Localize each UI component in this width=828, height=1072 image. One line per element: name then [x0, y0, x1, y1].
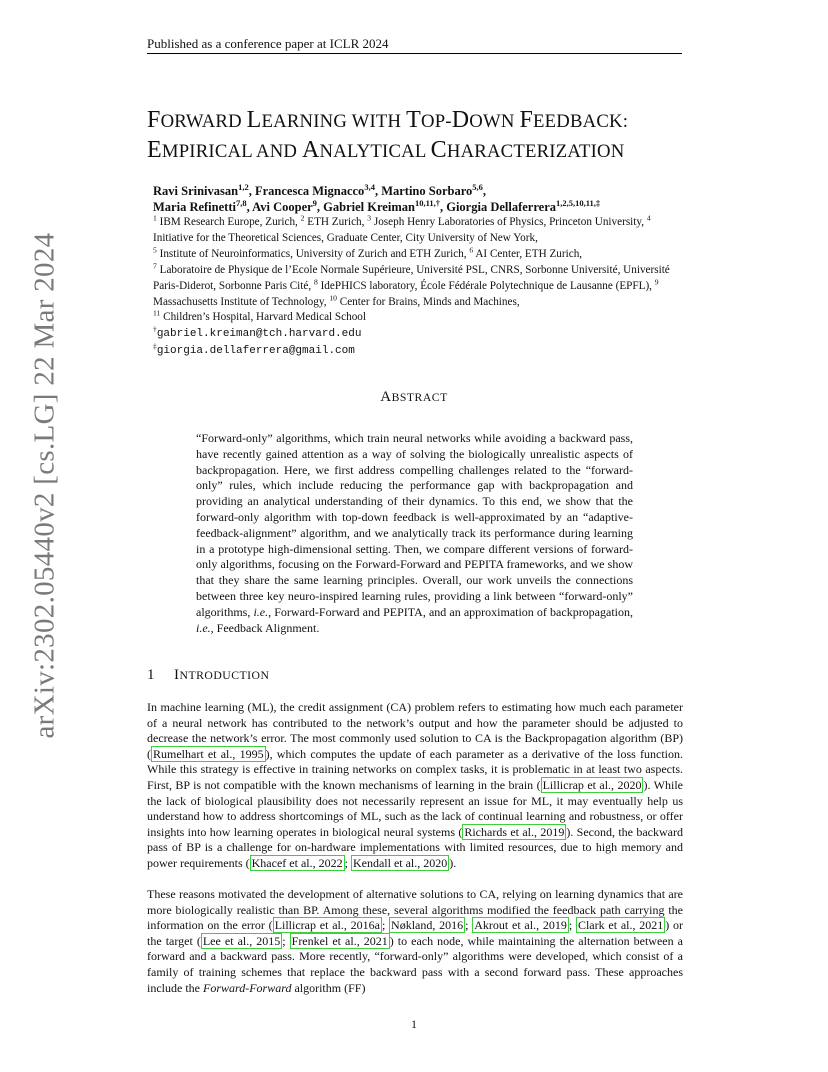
title-word-rest: EARNING WITH: [261, 111, 407, 132]
citation-link[interactable]: Kendall et al., 2020: [352, 855, 448, 870]
title-word-rest: ORWARD: [160, 111, 247, 132]
abstract-heading: ABSTRACT: [380, 389, 448, 405]
title-word-rest: OP-: [421, 111, 452, 132]
section-heading-introduction: 1 INTRODUCTION: [147, 667, 270, 683]
title-word-rest: OWN: [469, 111, 520, 132]
intro-paragraph-2: These reasons motivated the development of alternative solutions to CA, relying on learning dynamics that are more biologically realistic than BP. Among these, several algorithms modified the feedback path carrying the information on the error ( Lillicrap et al., 2016a ; Nøkland, 2016 ; Akrout et al., 2019 ; Clark et al., 2021 ) or the target ( Lee et al., 2015 ; Frenkel et al., 2021 ) to each node, while maintaining the alternation between a forward and a backward pass. More recently, “forward-only” algorithms were developed, which consist of a family of training schemes that replace the backward pass with a second forward pass. These approaches include the Forward-Forward algorithm (FF): [147, 887, 684, 995]
citation-link[interactable]: Richards et al., 2019: [464, 824, 565, 839]
title-word-initial: L: [246, 107, 262, 133]
title-word-rest: MPIRICAL AND: [161, 141, 302, 162]
title-word-initial: T: [406, 107, 421, 133]
citation-link[interactable]: Rumelhart et al., 1995: [153, 746, 264, 761]
header-rule: [147, 53, 682, 54]
citation-link[interactable]: Lee et al., 2015: [202, 933, 281, 948]
page-number: 1: [411, 1017, 417, 1031]
email-giorgia[interactable]: ‡giorgia.dellaferrera@gmail.com: [153, 341, 355, 358]
title-word-initial: C: [430, 137, 447, 163]
author-list: Ravi Srinivasan$^{1,2}$, Francesca Mignacco$^{3,4}$, Martino Sorbaro$^{5,6}$, Maria Refinetti$^{7,8}$, Avi Cooper$^9$, Gabriel Kreiman$^{10,11,\dagger}$, Giorgia Dellaferrera$^{1,2,5,10,11,\ddagger}$: [153, 181, 601, 214]
title-line-2: [147, 136, 707, 166]
title-word-rest: EEDBACK:: [533, 111, 629, 132]
title-word-initial: F: [519, 107, 534, 133]
intro-paragraph-1: In machine learning (ML), the credit assignment (CA) problem refers to estimating how much each parameter of a neural network has contributed to the network’s output and how the parameter should be adjusted to decrease the network’s error. The most commonly used solution to CA is the Backpropagation algorithm (BP) ( Rumelhart et al., 1995 ), which computes the update of each parameter as a derivative of the loss function. While this strategy is effective in training networks on complex tasks, it is problematic in at least two aspects. First, BP is not compatible with the known mechanisms of learning in the brain ( Lillicrap et al., 2020 ). While the lack of biological plausibility does not necessarily represent an issue for ML, it may eventually help us understand how to address shortcomings of ML, such as the lack of continual learning and robustness, or offer insights into how learning operates in biological neural systems ( Richards et al., 2019 ). Second, the backward pass of BP is a challenge for on-hardware implementations with limited resources, due to high memory and power requirements ( Khacef et al., 2022 ; Kendall et al., 2020 ).: [147, 700, 683, 870]
citation-link[interactable]: Lillicrap et al., 2016a: [274, 918, 380, 933]
title-word-rest: HARACTERIZATION: [446, 141, 625, 162]
title-line-1: [147, 106, 707, 136]
title-word-rest: NALYTICAL: [319, 141, 431, 162]
email-gabriel[interactable]: †gabriel.kreiman@tch.harvard.edu: [153, 324, 362, 341]
abstract-text: “Forward-only” algorithms, which train neural networks while avoiding a backward pass, have recently gained attention as a way of solving the biologically unrealistic aspects of backpropagation. Here, we first address compelling challenges related to the “forward-only” rules, which include reducing the performance gap with backpropagation and providing an analytical understanding of their dynamics. To this end, we show that the forward-only algorithm with top-down feedback is well-approximated by an “adaptive-feedback-alignment” algorithm, and we analytically track its performance during learning in a prototype high-dimensional setting. Then, we compare different versions of forward-only algorithms, focusing on the Forward-Forward and PEPITA frameworks, and we show that they share the same learning principles. Overall, our work unveils the connections between three key neuro-inspired learning rules, providing a link between “forward-only” algorithms, i.e., Forward-Forward and PEPITA, and an approximation of backpropagation, i.e., Feedback Alignment.: [196, 431, 634, 635]
citation-link[interactable]: Nøkland, 2016: [391, 918, 464, 933]
citation-link[interactable]: Frenkel et al., 2021: [291, 933, 388, 948]
title-word-initial: A: [302, 137, 320, 163]
citation-link[interactable]: Lillicrap et al., 2020: [542, 777, 642, 792]
affiliation-block: $^1$ IBM Research Europe, Zurich, $^2$ ETH Zurich, $^3$ Joseph Henry Laboratories of Physics, Princeton University, $^4$ Initiative for the Theoretical Sciences, Graduate Center, City University of New York, $^5$ Institute of Neuroinformatics, University of Zurich and ETH Zurich, $^6$ AI Center, ETH Zurich, $^7$ Laboratoire de Physique de l’Ecole Normale Supérieure, Université PSL, CNRS, Sorbonne Université, Université Paris-Diderot, Sorbonne Paris Cité, $^8$ IdePHICS laboratory, École Fédérale Polytechnique de Lausanne (EPFL), $^9$ Massachusetts Institute of Technology, $^{10}$ Center for Brains, Minds and Machines, $^{11}$ Children’s Hospital, Harvard Medical School: [153, 213, 670, 324]
citation-link[interactable]: Akrout et al., 2019: [474, 918, 567, 933]
arxiv-side-stamp: arXiv:2302.05440v2 [cs.LG] 22 Mar 2024: [28, 232, 61, 739]
citation-link[interactable]: Khacef et al., 2022: [251, 855, 343, 870]
title-word-initial: F: [147, 107, 161, 133]
paper-title: [147, 106, 707, 166]
running-header: Published as a conference paper at ICLR 2024: [147, 36, 389, 51]
title-word-initial: D: [451, 107, 470, 133]
title-word-initial: E: [147, 137, 162, 163]
affiliations: [153, 215, 693, 360]
citation-link[interactable]: Clark et al., 2021: [577, 918, 664, 933]
